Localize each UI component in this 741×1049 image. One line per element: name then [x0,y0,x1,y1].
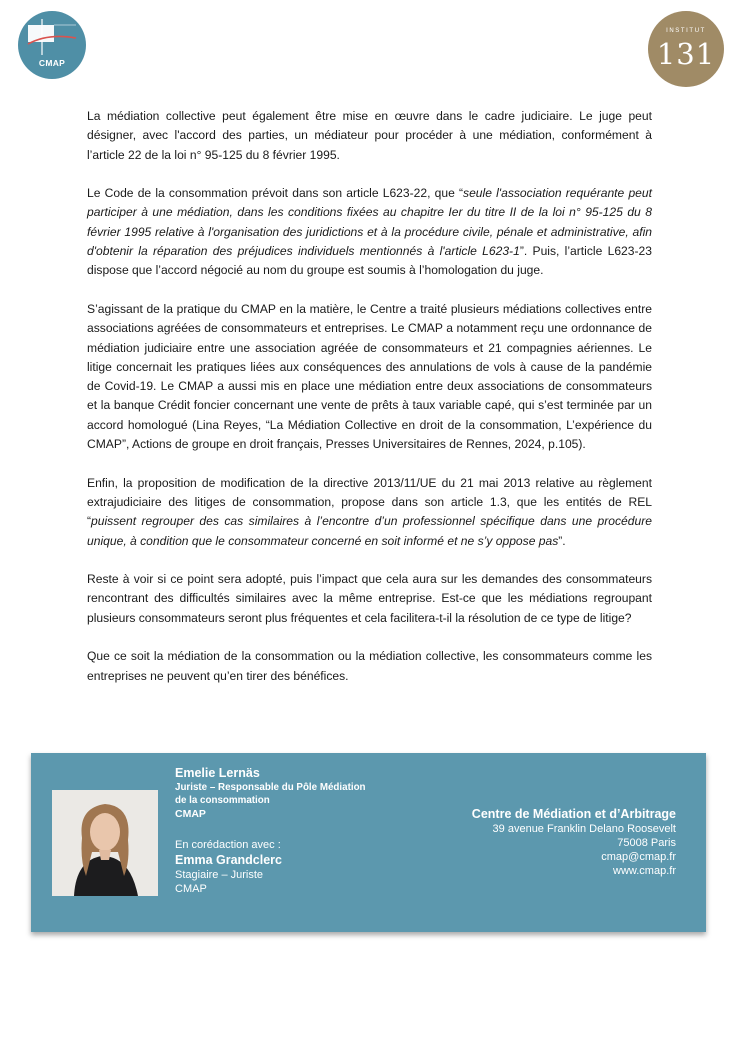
institut-131-logo [648,11,724,87]
paragraph-3: S’agissant de la pratique du CMAP en la matière, le Centre a traité plusieurs médiations collectives entre associations agréées de consommateurs et entreprises. Le CMAP a notamment reçu une ordonnance de médiation judiciaire entre une association agréée de consommateurs et 21 compagnies aériennes. Le litige concernait les pratiques liées aux conséquences des annulations de vols à cause de la pandémie de Covid-19. Le CMAP a aussi mis en place une médiation entre deux associations de consommateurs et la banque Crédit foncier concernant une vente de prêts à taux variable capé, qui s’est terminée par un accord homologué (Lina Reyes, “La Médiation Collective en droit de la consommation, L’expérience du CMAP”, Actions de groupe en droit français, Presses Universitaires de Rennes, 2024, p.105). [87,301,652,452]
author-org: CMAP [175,808,206,820]
center-website[interactable]: www.cmap.fr [613,865,676,877]
institut-number: 131 [656,37,716,71]
article-body [87,107,652,705]
center-address-line-2: 75008 Paris [617,837,676,849]
paragraph-4-quote: puissent regrouper des cas similaires à l’encontre d’un professionnel spécifique dans une procédure unique, à condition que le consommateur concerné en soit informé et ne s’y oppose pas [87,514,652,548]
author-role-line-2: de la consommation [175,795,270,806]
paragraph-1: La médiation collective peut également être mise en œuvre dans le cadre judiciaire. Le juge peut désigner, avec l'accord des parties, un médiateur pour procéder à une médiation, conformément à l’article 22 de la loi n° 95-125 du 8 février 1995. [87,109,652,162]
author-portrait-icon [52,790,158,896]
paragraph-6: Que ce soit la médiation de la consommation ou la médiation collective, les consommateurs comme les entreprises ne peuvent qu’en tirer des bénéfices. [87,649,652,683]
author-photo [52,790,158,896]
coauthor-org: CMAP [175,883,207,895]
center-address-line-1: 39 avenue Franklin Delano Roosevelt [492,823,676,835]
coauthor-role: Stagiaire – Juriste [175,869,264,881]
author-role-line-1: Juriste – Responsable du Pôle Médiation [175,782,366,793]
paragraph-4-end: ”. [558,533,566,548]
author-footer [31,753,706,932]
center-contact-block [376,807,676,878]
cmap-logo-label: CMAP [38,58,66,68]
paragraph-2 [87,184,652,280]
paragraph-2-intro: Le Code de la consommation prévoit dans son article L623-22, que “ [87,186,464,201]
institut-label: INSTITUT [666,28,706,34]
paragraph-2-quote: seule l'association requérante peut participer à une médiation, dans les conditions fixées au chapitre Ier du titre II de la loi n° 95-125 du 8 février 1995 relative à l'organisation des juridictions et à la procédure civile, pénale et administrative, afin d'obtenir la réparation des préjudices individuels mentionnés à l'article L623-1 [87,186,652,259]
paragraph-5: Reste à voir si ce point sera adopté, puis l’impact que cela aura sur les demandes des consommateurs rencontrant des difficultés similaires avec la même entreprise. Est-ce que les médiations regroupant plusieurs consommateurs seront plus fréquentes et cela facilitera-t-il la résolution de ce type de litige? [87,572,652,625]
coauthor-name: Emma Grandclerc [175,853,282,867]
cmap-logo-mark-icon [18,11,86,79]
center-title: Centre de Médiation et d’Arbitrage [471,807,676,821]
cmap-logo [18,11,86,79]
center-email[interactable]: cmap@cmap.fr [601,851,676,863]
paragraph-4-intro: Enfin, la proposition de modification de la directive 2013/11/UE du 21 mai 2013 relative au règlement extrajudiciaire des litiges de consommation, propose dans son article 1.3, que les entités de REL “ [87,475,652,529]
paragraph-2-end: ”. Puis, l’article L623-23 dispose que l’accord négocié au nom du groupe est soumis à l’homologation du juge. [87,244,652,278]
coauthor-label: En corédaction avec : [175,839,281,851]
author-name: Emelie Lernäs [175,766,260,780]
paragraph-4 [87,474,652,551]
